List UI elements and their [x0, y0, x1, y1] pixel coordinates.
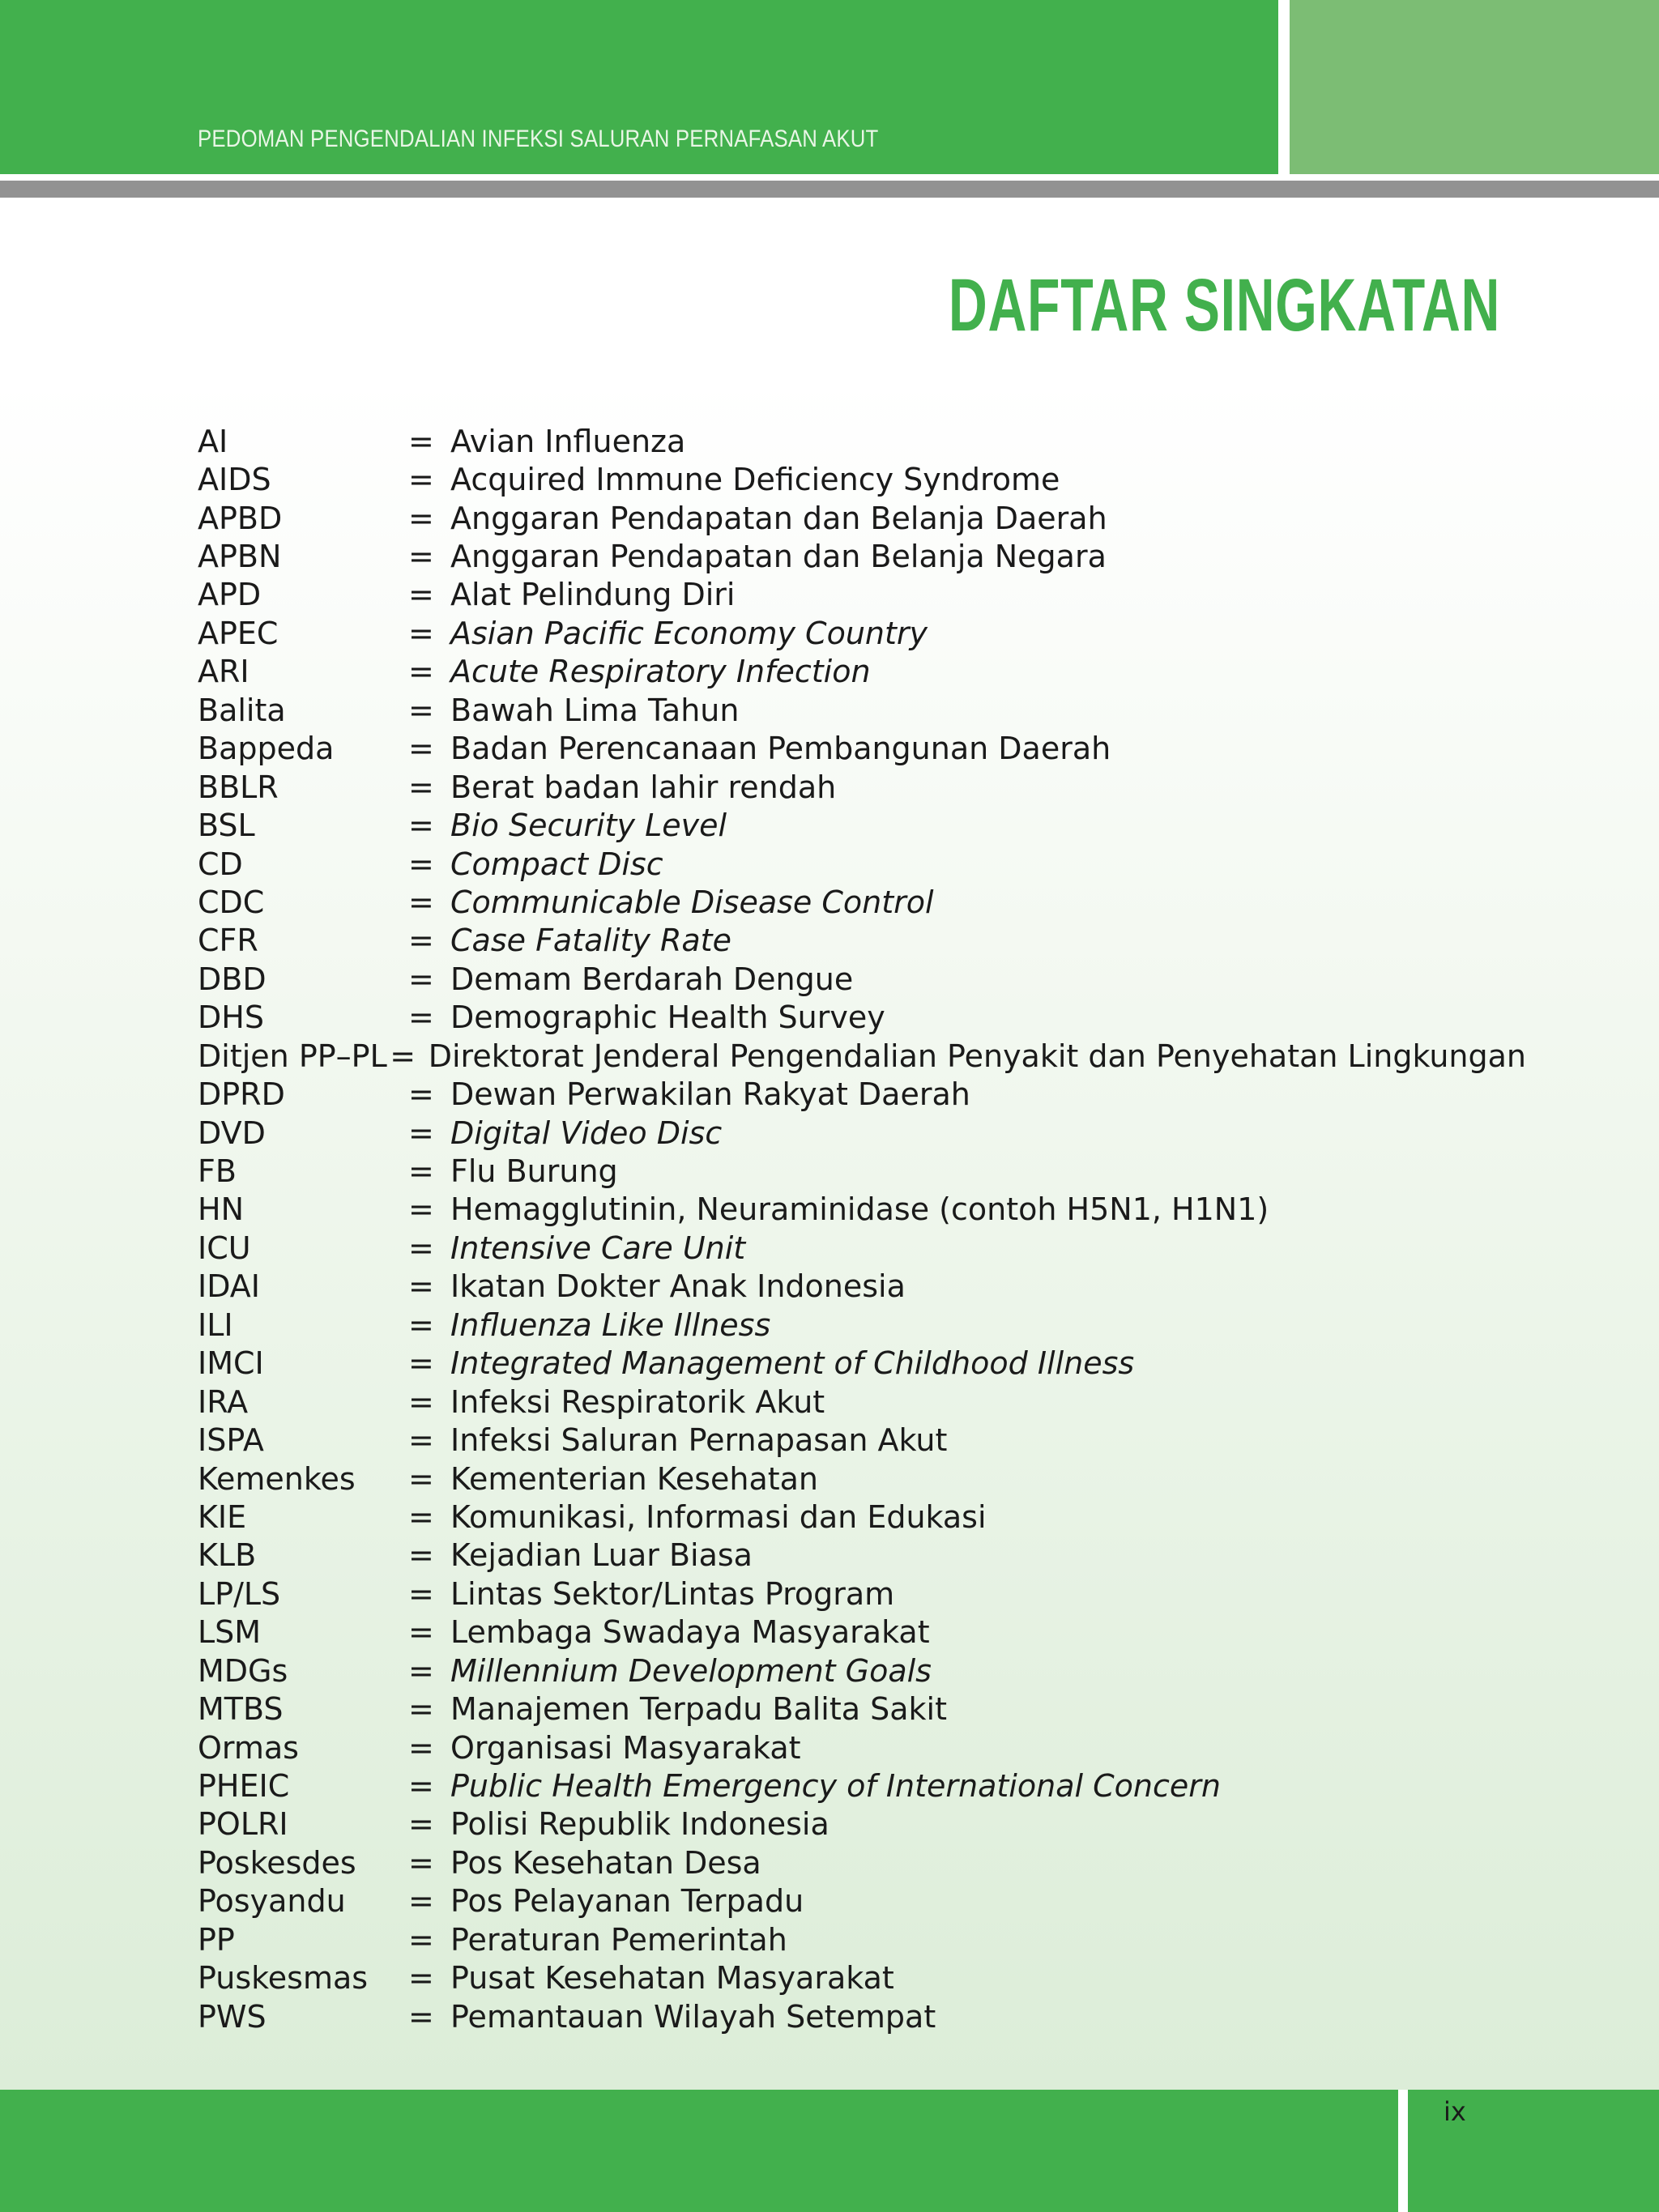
footer-divider — [1398, 2090, 1408, 2212]
abbreviation-row — [198, 883, 1526, 921]
abbreviation-definition: Anggaran Pendapatan dan Belanja Negara — [450, 539, 1107, 575]
abbreviation-row — [198, 1997, 1526, 2035]
abbreviation-definition: Lintas Sektor/Lintas Program — [450, 1575, 895, 1612]
abbreviation-row — [198, 1421, 1526, 1459]
page-number: ix — [1444, 2096, 1466, 2127]
abbreviation-term: CDC — [198, 884, 265, 920]
abbreviation-definition: Komunikasi, Informasi dan Edukasi — [450, 1498, 987, 1535]
equals-sign: = — [408, 884, 434, 920]
abbreviation-definition: Communicable Disease Control — [450, 884, 934, 920]
abbreviation-definition: Influenza Like Illness — [450, 1306, 771, 1343]
abbreviation-definition: Berat badan lahir rendah — [450, 769, 837, 805]
equals-sign: = — [408, 1806, 434, 1843]
abbreviation-term: IMCI — [198, 1345, 264, 1382]
abbreviation-definition: Compact Disc — [450, 846, 663, 882]
equals-sign: = — [408, 1921, 434, 1958]
abbreviation-row — [198, 960, 1526, 998]
running-title: PEDOMAN PENGENDALIAN INFEKSI SALURAN PERNAFASAN AKUT — [198, 126, 879, 152]
abbreviation-row — [198, 1229, 1526, 1267]
abbreviation-row — [198, 653, 1526, 691]
abbreviation-definition: Public Health Emergency of International Concern — [450, 1768, 1221, 1805]
abbreviation-row — [198, 422, 1526, 460]
equals-sign: = — [408, 1230, 434, 1266]
abbreviation-term: CD — [198, 846, 243, 882]
abbreviation-list — [198, 422, 1526, 2035]
abbreviation-term: HN — [198, 1191, 244, 1228]
equals-sign: = — [408, 1345, 434, 1382]
abbreviation-definition: Lembaga Swadaya Masyarakat — [450, 1614, 930, 1651]
equals-sign: = — [408, 423, 434, 459]
abbreviation-row — [198, 537, 1526, 575]
equals-sign: = — [408, 1960, 434, 1997]
abbreviation-row — [198, 768, 1526, 806]
abbreviation-row — [198, 1536, 1526, 1575]
abbreviation-definition: Demam Berdarah Dengue — [450, 961, 854, 997]
abbreviation-term: AIDS — [198, 462, 271, 498]
abbreviation-definition: Asian Pacific Economy Country — [450, 615, 928, 651]
equals-sign: = — [408, 1729, 434, 1766]
abbreviation-term: ARI — [198, 654, 249, 690]
abbreviation-definition: Alat Pelindung Diri — [450, 577, 736, 613]
abbreviation-term: ICU — [198, 1230, 251, 1266]
abbreviation-term: Kemenkes — [198, 1460, 356, 1497]
abbreviation-row — [198, 1652, 1526, 1690]
abbreviation-row — [198, 1268, 1526, 1306]
footer-band — [0, 2090, 1398, 2212]
equals-sign: = — [408, 808, 434, 844]
equals-sign: = — [390, 1038, 416, 1074]
abbreviation-definition: Acquired Immune Deficiency Syndrome — [450, 462, 1060, 498]
equals-sign: = — [408, 923, 434, 959]
abbreviation-row — [198, 1613, 1526, 1652]
abbreviation-definition: Infeksi Saluran Pernapasan Akut — [450, 1422, 948, 1459]
equals-sign: = — [408, 577, 434, 613]
equals-sign: = — [408, 731, 434, 767]
equals-sign: = — [408, 1614, 434, 1651]
abbreviation-row — [198, 1959, 1526, 1997]
abbreviation-row — [198, 1383, 1526, 1421]
abbreviation-row — [198, 1345, 1526, 1383]
equals-sign: = — [408, 1768, 434, 1805]
equals-sign: = — [408, 769, 434, 805]
abbreviation-term: Bappeda — [198, 731, 335, 767]
equals-sign: = — [408, 500, 434, 536]
abbreviation-term: APEC — [198, 615, 279, 651]
abbreviation-definition: Avian Influenza — [450, 423, 686, 459]
abbreviation-definition: Bio Security Level — [450, 808, 727, 844]
abbreviation-term: AI — [198, 423, 228, 459]
abbreviation-term: MTBS — [198, 1691, 284, 1728]
header-divider — [1278, 0, 1290, 174]
abbreviation-row — [198, 999, 1526, 1037]
abbreviation-row — [198, 576, 1526, 614]
equals-sign: = — [408, 1076, 434, 1113]
abbreviation-row — [198, 1498, 1526, 1536]
abbreviation-term: KIE — [198, 1498, 247, 1535]
equals-sign: = — [408, 1306, 434, 1343]
abbreviation-row — [198, 1882, 1526, 1920]
abbreviation-term: DBD — [198, 961, 267, 997]
abbreviation-definition: Integrated Management of Childhood Illness — [450, 1345, 1135, 1382]
equals-sign: = — [408, 1652, 434, 1689]
equals-sign: = — [408, 1422, 434, 1459]
abbreviation-definition: Digital Video Disc — [450, 1115, 723, 1151]
equals-sign: = — [408, 692, 434, 728]
equals-sign: = — [408, 846, 434, 882]
equals-sign: = — [408, 1498, 434, 1535]
equals-sign: = — [408, 1191, 434, 1228]
abbreviation-definition: Case Fatality Rate — [450, 923, 731, 959]
equals-sign: = — [408, 1844, 434, 1881]
abbreviation-term: KLB — [198, 1537, 257, 1574]
equals-sign: = — [408, 1537, 434, 1574]
abbreviation-term: DPRD — [198, 1076, 285, 1113]
abbreviation-definition: Badan Perencanaan Pembangunan Daerah — [450, 731, 1111, 767]
abbreviation-definition: Peraturan Pemerintah — [450, 1921, 787, 1958]
equals-sign: = — [408, 539, 434, 575]
header-rule-gray — [0, 181, 1659, 198]
abbreviation-row — [198, 1152, 1526, 1190]
abbreviation-term: Poskesdes — [198, 1844, 356, 1881]
abbreviation-term: DHS — [198, 999, 264, 1036]
abbreviation-row — [198, 691, 1526, 729]
equals-sign: = — [408, 654, 434, 690]
header-rule-white — [0, 174, 1659, 181]
equals-sign: = — [408, 1998, 434, 2035]
abbreviation-row — [198, 1191, 1526, 1229]
abbreviation-row — [198, 1037, 1526, 1075]
abbreviation-term: LP/LS — [198, 1575, 281, 1612]
abbreviation-term: CFR — [198, 923, 258, 959]
abbreviation-term: Posyandu — [198, 1883, 346, 1920]
abbreviation-definition: Pos Pelayanan Terpadu — [450, 1883, 804, 1920]
abbreviation-row — [198, 806, 1526, 844]
abbreviation-term: APBD — [198, 500, 283, 536]
equals-sign: = — [408, 462, 434, 498]
abbreviation-term: ISPA — [198, 1422, 264, 1459]
abbreviation-term: Puskesmas — [198, 1960, 369, 1997]
abbreviation-term: IRA — [198, 1383, 249, 1420]
abbreviation-definition: Demographic Health Survey — [450, 999, 885, 1036]
abbreviation-row — [198, 1306, 1526, 1344]
abbreviation-row — [198, 460, 1526, 498]
equals-sign: = — [408, 1115, 434, 1151]
abbreviation-row — [198, 845, 1526, 883]
abbreviation-definition: Kejadian Luar Biasa — [450, 1537, 753, 1574]
abbreviation-definition: Polisi Republik Indonesia — [450, 1806, 830, 1843]
equals-sign: = — [408, 1575, 434, 1612]
abbreviation-definition: Millennium Development Goals — [450, 1652, 932, 1689]
equals-sign: = — [408, 961, 434, 997]
abbreviation-definition: Manajemen Terpadu Balita Sakit — [450, 1691, 947, 1728]
abbreviation-definition: Dewan Perwakilan Rakyat Daerah — [450, 1076, 970, 1113]
abbreviation-definition: Direktorat Jenderal Pengendalian Penyakit dan Penyehatan Lingkungan — [428, 1038, 1526, 1074]
equals-sign: = — [408, 1153, 434, 1190]
abbreviation-definition: Ikatan Dokter Anak Indonesia — [450, 1268, 906, 1305]
page-title: DAFTAR SINGKATAN — [948, 264, 1500, 347]
abbreviation-term: DVD — [198, 1115, 266, 1151]
header-side-panel — [1290, 0, 1659, 174]
abbreviation-term: APD — [198, 577, 262, 613]
abbreviation-definition: Bawah Lima Tahun — [450, 692, 740, 728]
abbreviation-definition: Organisasi Masyarakat — [450, 1729, 801, 1766]
equals-sign: = — [408, 1691, 434, 1728]
abbreviation-row — [198, 1920, 1526, 1958]
abbreviation-term: MDGs — [198, 1652, 288, 1689]
abbreviation-row — [198, 1460, 1526, 1498]
equals-sign: = — [408, 615, 434, 651]
abbreviation-term: POLRI — [198, 1806, 288, 1843]
abbreviation-row — [198, 499, 1526, 537]
abbreviation-term: Ormas — [198, 1729, 299, 1766]
abbreviation-definition: Pos Kesehatan Desa — [450, 1844, 761, 1881]
abbreviation-term: BBLR — [198, 769, 279, 805]
abbreviation-row — [198, 1575, 1526, 1613]
abbreviation-row — [198, 1805, 1526, 1843]
abbreviation-row — [198, 614, 1526, 652]
abbreviation-definition: Infeksi Respiratorik Akut — [450, 1383, 825, 1420]
equals-sign: = — [408, 1383, 434, 1420]
abbreviation-definition: Intensive Care Unit — [450, 1230, 746, 1266]
abbreviation-row — [198, 1843, 1526, 1882]
equals-sign: = — [408, 1268, 434, 1305]
abbreviation-term: ILI — [198, 1306, 233, 1343]
equals-sign: = — [408, 1883, 434, 1920]
equals-sign: = — [408, 999, 434, 1036]
abbreviation-definition: Flu Burung — [450, 1153, 618, 1190]
abbreviation-definition: Pusat Kesehatan Masyarakat — [450, 1960, 894, 1997]
abbreviation-term: Balita — [198, 692, 286, 728]
abbreviation-term: PWS — [198, 1998, 267, 2035]
abbreviation-term: Ditjen PP–PL — [198, 1038, 387, 1074]
abbreviation-term: BSL — [198, 808, 255, 844]
abbreviation-term: PP — [198, 1921, 235, 1958]
abbreviation-row — [198, 730, 1526, 768]
abbreviation-term: PHEIC — [198, 1768, 290, 1805]
abbreviation-definition: Acute Respiratory Infection — [450, 654, 871, 690]
abbreviation-row — [198, 1114, 1526, 1152]
abbreviation-definition: Anggaran Pendapatan dan Belanja Daerah — [450, 500, 1107, 536]
abbreviation-term: LSM — [198, 1614, 262, 1651]
abbreviation-row — [198, 1767, 1526, 1805]
equals-sign: = — [408, 1460, 434, 1497]
abbreviation-definition: Pemantauan Wilayah Setempat — [450, 1998, 936, 2035]
abbreviation-row — [198, 1075, 1526, 1113]
abbreviation-term: APBN — [198, 539, 282, 575]
abbreviation-term: FB — [198, 1153, 237, 1190]
abbreviation-definition: Kementerian Kesehatan — [450, 1460, 819, 1497]
abbreviation-definition: Hemagglutinin, Neuraminidase (contoh H5N1, H1N1) — [450, 1191, 1269, 1228]
abbreviation-term: IDAI — [198, 1268, 261, 1305]
abbreviation-row — [198, 1690, 1526, 1728]
abbreviation-row — [198, 922, 1526, 960]
abbreviation-row — [198, 1728, 1526, 1767]
